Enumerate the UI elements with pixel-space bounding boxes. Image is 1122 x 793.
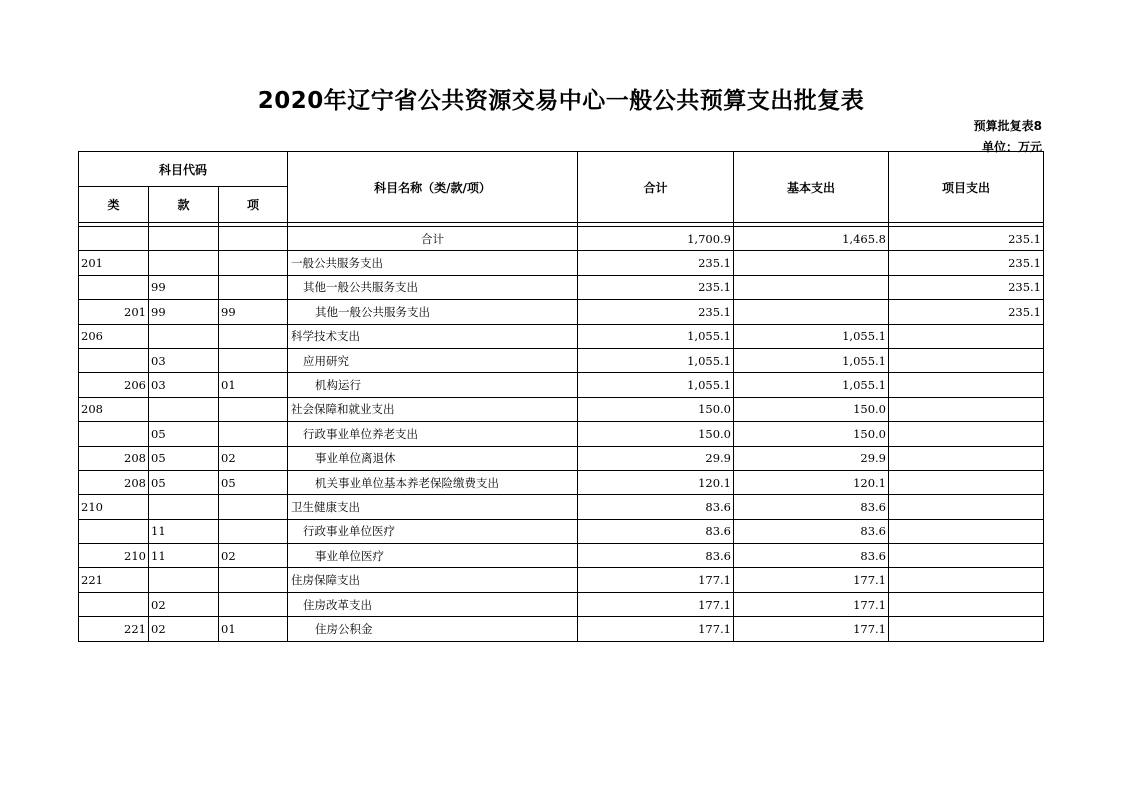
cell-section-code: 02 <box>149 617 219 641</box>
cell-item-code <box>219 348 288 372</box>
cell-basic-expenditure: 83.6 <box>734 544 889 568</box>
cell-project-expenditure: 235.1 <box>889 251 1044 275</box>
cell-basic-expenditure: 1,055.1 <box>734 348 889 372</box>
cell-section-code: 99 <box>149 300 219 324</box>
cell-basic-expenditure: 1,055.1 <box>734 324 889 348</box>
cell-class-code: 206 <box>79 324 149 348</box>
table-row <box>79 568 1044 592</box>
table-row <box>79 397 1044 421</box>
table-row <box>79 227 1044 251</box>
cell-section-code <box>149 397 219 421</box>
cell-item-code: 05 <box>219 470 288 494</box>
cell-basic-expenditure: 177.1 <box>734 617 889 641</box>
cell-total: 29.9 <box>578 446 734 470</box>
budget-table-body <box>79 227 1044 642</box>
cell-item-code <box>219 422 288 446</box>
cell-class-code <box>79 227 149 251</box>
cell-total: 83.6 <box>578 495 734 519</box>
cell-project-expenditure <box>889 373 1044 397</box>
cell-item-code <box>219 227 288 251</box>
table-row <box>79 300 1044 324</box>
cell-class-code <box>79 348 149 372</box>
cell-total: 83.6 <box>578 519 734 543</box>
cell-subject-name: 住房改革支出 <box>288 592 578 616</box>
cell-item-code: 01 <box>219 373 288 397</box>
table-row <box>79 592 1044 616</box>
cell-project-expenditure <box>889 397 1044 421</box>
table-row <box>79 519 1044 543</box>
cell-total: 120.1 <box>578 470 734 494</box>
cell-subject-name: 一般公共服务支出 <box>288 251 578 275</box>
cell-basic-expenditure <box>734 275 889 299</box>
cell-total: 235.1 <box>578 251 734 275</box>
cell-class-code: 210 <box>79 544 149 568</box>
table-row <box>79 470 1044 494</box>
cell-basic-expenditure <box>734 251 889 275</box>
cell-section-code <box>149 324 219 348</box>
cell-project-expenditure <box>889 470 1044 494</box>
cell-basic-expenditure: 150.0 <box>734 422 889 446</box>
cell-subject-name: 机构运行 <box>288 373 578 397</box>
cell-class-code: 210 <box>79 495 149 519</box>
cell-section-code: 11 <box>149 519 219 543</box>
cell-basic-expenditure: 83.6 <box>734 495 889 519</box>
cell-class-code <box>79 275 149 299</box>
header-section: 款 <box>149 187 219 223</box>
cell-basic-expenditure: 1,055.1 <box>734 373 889 397</box>
cell-section-code: 05 <box>149 470 219 494</box>
cell-total: 150.0 <box>578 422 734 446</box>
cell-item-code <box>219 495 288 519</box>
cell-item-code: 99 <box>219 300 288 324</box>
cell-basic-expenditure: 177.1 <box>734 592 889 616</box>
cell-class-code: 208 <box>79 470 149 494</box>
table-row <box>79 446 1044 470</box>
cell-subject-name: 行政事业单位养老支出 <box>288 422 578 446</box>
cell-subject-name: 合计 <box>288 227 578 251</box>
cell-section-code <box>149 568 219 592</box>
unit-label: 单位：万元 <box>981 140 1042 154</box>
cell-project-expenditure: 235.1 <box>889 275 1044 299</box>
table-code-label: 预算批复表8 <box>973 119 1042 133</box>
header-total: 合计 <box>578 152 734 223</box>
cell-total: 235.1 <box>578 300 734 324</box>
cell-section-code: 03 <box>149 373 219 397</box>
cell-project-expenditure <box>889 617 1044 641</box>
cell-subject-name: 行政事业单位医疗 <box>288 519 578 543</box>
cell-section-code: 02 <box>149 592 219 616</box>
cell-project-expenditure <box>889 422 1044 446</box>
table-row <box>79 422 1044 446</box>
cell-basic-expenditure: 1,465.8 <box>734 227 889 251</box>
cell-total: 83.6 <box>578 544 734 568</box>
cell-project-expenditure: 235.1 <box>889 300 1044 324</box>
cell-class-code <box>79 592 149 616</box>
cell-total: 1,055.1 <box>578 373 734 397</box>
cell-section-code <box>149 495 219 519</box>
cell-basic-expenditure: 120.1 <box>734 470 889 494</box>
header-class: 类 <box>79 187 149 223</box>
cell-total: 1,055.1 <box>578 324 734 348</box>
table-row <box>79 275 1044 299</box>
cell-class-code: 208 <box>79 397 149 421</box>
cell-subject-name: 其他一般公共服务支出 <box>288 300 578 324</box>
cell-section-code <box>149 227 219 251</box>
cell-project-expenditure <box>889 592 1044 616</box>
table-row <box>79 544 1044 568</box>
cell-subject-name: 事业单位离退休 <box>288 446 578 470</box>
cell-total: 1,055.1 <box>578 348 734 372</box>
cell-subject-name: 卫生健康支出 <box>288 495 578 519</box>
cell-item-code: 01 <box>219 617 288 641</box>
cell-subject-name: 住房保障支出 <box>288 568 578 592</box>
table-row <box>79 617 1044 641</box>
cell-project-expenditure <box>889 519 1044 543</box>
cell-basic-expenditure: 29.9 <box>734 446 889 470</box>
cell-item-code <box>219 275 288 299</box>
header-item: 项 <box>219 187 288 223</box>
cell-project-expenditure <box>889 348 1044 372</box>
cell-subject-name: 住房公积金 <box>288 617 578 641</box>
cell-project-expenditure <box>889 568 1044 592</box>
cell-basic-expenditure: 177.1 <box>734 568 889 592</box>
cell-project-expenditure <box>889 544 1044 568</box>
cell-section-code: 03 <box>149 348 219 372</box>
cell-section-code <box>149 251 219 275</box>
cell-class-code: 208 <box>79 446 149 470</box>
table-row <box>79 348 1044 372</box>
cell-item-code <box>219 592 288 616</box>
cell-section-code: 11 <box>149 544 219 568</box>
cell-total: 1,700.9 <box>578 227 734 251</box>
cell-item-code <box>219 519 288 543</box>
cell-item-code <box>219 324 288 348</box>
cell-class-code: 206 <box>79 373 149 397</box>
page-title: 2020年辽宁省公共资源交易中心一般公共预算支出批复表 <box>257 88 865 114</box>
cell-subject-name: 机关事业单位基本养老保险缴费支出 <box>288 470 578 494</box>
cell-class-code: 201 <box>79 251 149 275</box>
cell-subject-name: 应用研究 <box>288 348 578 372</box>
cell-section-code: 05 <box>149 446 219 470</box>
cell-subject-name: 事业单位医疗 <box>288 544 578 568</box>
cell-item-code <box>219 251 288 275</box>
cell-total: 177.1 <box>578 592 734 616</box>
table-row <box>79 251 1044 275</box>
cell-item-code <box>219 568 288 592</box>
table-row <box>79 495 1044 519</box>
cell-section-code: 05 <box>149 422 219 446</box>
header-subject-code: 科目代码 <box>79 152 288 187</box>
budget-table <box>78 151 1044 642</box>
cell-total: 150.0 <box>578 397 734 421</box>
cell-total: 177.1 <box>578 617 734 641</box>
table-row <box>79 324 1044 348</box>
cell-subject-name: 社会保障和就业支出 <box>288 397 578 421</box>
cell-basic-expenditure: 150.0 <box>734 397 889 421</box>
cell-subject-name: 科学技术支出 <box>288 324 578 348</box>
cell-project-expenditure <box>889 324 1044 348</box>
cell-section-code: 99 <box>149 275 219 299</box>
cell-class-code <box>79 519 149 543</box>
header-project-expenditure: 项目支出 <box>889 152 1044 223</box>
cell-project-expenditure: 235.1 <box>889 227 1044 251</box>
cell-total: 177.1 <box>578 568 734 592</box>
cell-total: 235.1 <box>578 275 734 299</box>
cell-project-expenditure <box>889 446 1044 470</box>
header-subject-name: 科目名称（类/款/项） <box>288 152 578 223</box>
header-basic-expenditure: 基本支出 <box>734 152 889 223</box>
cell-class-code: 201 <box>79 300 149 324</box>
cell-basic-expenditure: 83.6 <box>734 519 889 543</box>
cell-basic-expenditure <box>734 300 889 324</box>
cell-project-expenditure <box>889 495 1044 519</box>
cell-class-code <box>79 422 149 446</box>
cell-item-code: 02 <box>219 544 288 568</box>
cell-subject-name: 其他一般公共服务支出 <box>288 275 578 299</box>
cell-item-code <box>219 397 288 421</box>
cell-item-code: 02 <box>219 446 288 470</box>
cell-class-code: 221 <box>79 617 149 641</box>
cell-class-code: 221 <box>79 568 149 592</box>
table-row <box>79 373 1044 397</box>
